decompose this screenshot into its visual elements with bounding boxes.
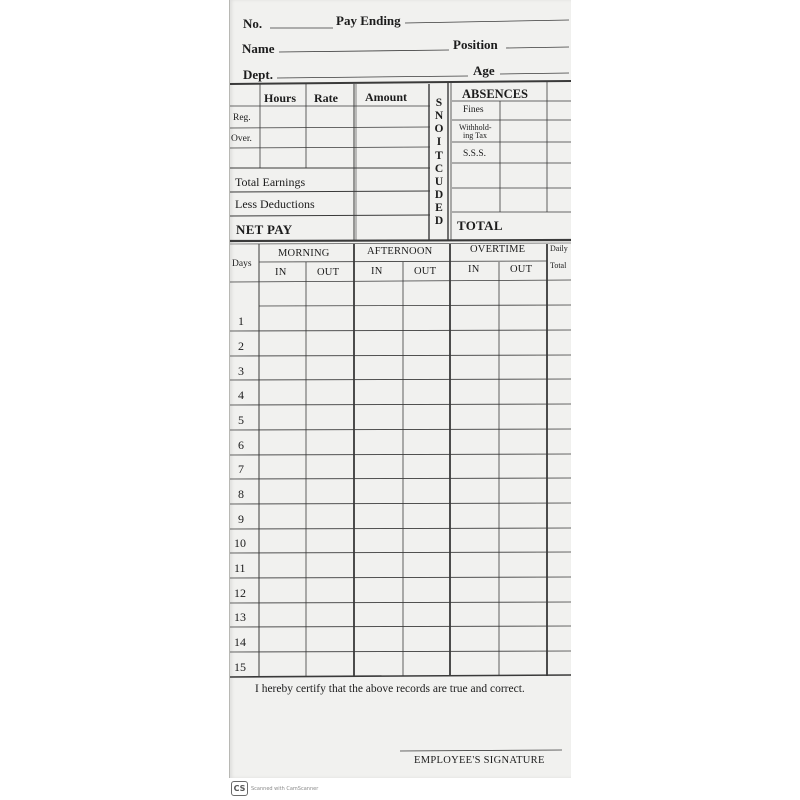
morning-header: MORNING <box>278 248 330 259</box>
days-column-header: Days <box>232 259 252 269</box>
department-label: Dept. <box>243 67 273 82</box>
day-number: 6 <box>238 438 244 452</box>
afternoon-in-header: IN <box>371 266 383 277</box>
day-number: 12 <box>234 586 246 600</box>
day-number: 7 <box>238 462 244 476</box>
amount-column-header: Amount <box>365 90 408 104</box>
fines-label: Fines <box>463 105 484 115</box>
scanner-watermark <box>231 781 318 796</box>
less-deductions-label: Less Deductions <box>235 197 315 211</box>
morning-in-header: IN <box>275 267 287 278</box>
deductions-letter: U <box>434 175 444 188</box>
withholding-label-line2: ing Tax <box>463 131 487 140</box>
afternoon-out-header: OUT <box>414 266 437 277</box>
day-number: 10 <box>234 536 246 550</box>
regular-row-label: Reg. <box>233 113 251 123</box>
day-number: 9 <box>238 512 244 526</box>
net-pay-label: NET PAY <box>236 222 293 237</box>
scanner-watermark-text: Scanned with CamScanner <box>251 785 319 792</box>
day-number: 14 <box>234 635 246 649</box>
deductions-letter: I <box>436 136 442 149</box>
deductions-letter: T <box>435 149 443 162</box>
overtime-header: OVERTIME <box>470 244 526 255</box>
day-number: 2 <box>238 339 244 353</box>
scan-margin-left <box>0 0 229 778</box>
deductions-letter: D <box>434 189 444 202</box>
scan-margin-right <box>571 0 800 778</box>
deductions-letter: S <box>435 97 443 109</box>
sss-label: S.S.S. <box>463 149 486 159</box>
day-number: 1 <box>238 314 244 328</box>
overtime-in-header: IN <box>468 264 480 275</box>
day-number: 8 <box>238 487 244 501</box>
time-card-grid-lines <box>230 0 571 778</box>
day-number: 5 <box>238 413 244 427</box>
withholding-label-line1: Withhold- <box>459 123 492 132</box>
time-card <box>229 0 571 778</box>
deductions-letter: N <box>434 110 444 123</box>
day-number: 11 <box>234 561 246 575</box>
scan-margin-bottom <box>0 778 800 800</box>
hours-column-header: Hours <box>264 91 297 105</box>
afternoon-header: AFTERNOON <box>367 246 433 257</box>
day-number: 13 <box>234 610 246 624</box>
deductions-total-label: TOTAL <box>457 218 503 233</box>
morning-out-header: OUT <box>317 267 340 278</box>
overtime-out-header: OUT <box>510 264 533 275</box>
position-label: Position <box>453 37 498 52</box>
certification-statement: I hereby certify that the above records are true and correct. <box>255 683 525 695</box>
day-number: 15 <box>234 660 246 674</box>
day-number: 4 <box>238 388 244 402</box>
pay-ending-label: Pay Ending <box>336 13 401 28</box>
deductions-vertical-label <box>431 98 447 228</box>
total-earnings-label: Total Earnings <box>235 175 306 189</box>
daily-total-header-line1: Daily <box>550 244 568 253</box>
employee-signature-label: EMPLOYEE'S SIGNATURE <box>414 755 545 766</box>
day-number: 3 <box>238 364 244 378</box>
absences-header: ABSENCES <box>462 87 528 101</box>
name-label: Name <box>242 41 275 56</box>
daily-total-header-line2: Total <box>550 261 567 270</box>
number-label: No. <box>243 16 263 31</box>
deductions-letter: D <box>434 215 444 228</box>
deductions-letter: E <box>435 202 443 215</box>
overtime-row-label: Over. <box>231 134 252 144</box>
age-label: Age <box>473 63 495 78</box>
deductions-letter: C <box>434 162 444 175</box>
scanner-logo-icon: CS <box>231 781 248 796</box>
deductions-letter: O <box>434 123 444 136</box>
rate-column-header: Rate <box>314 91 338 105</box>
